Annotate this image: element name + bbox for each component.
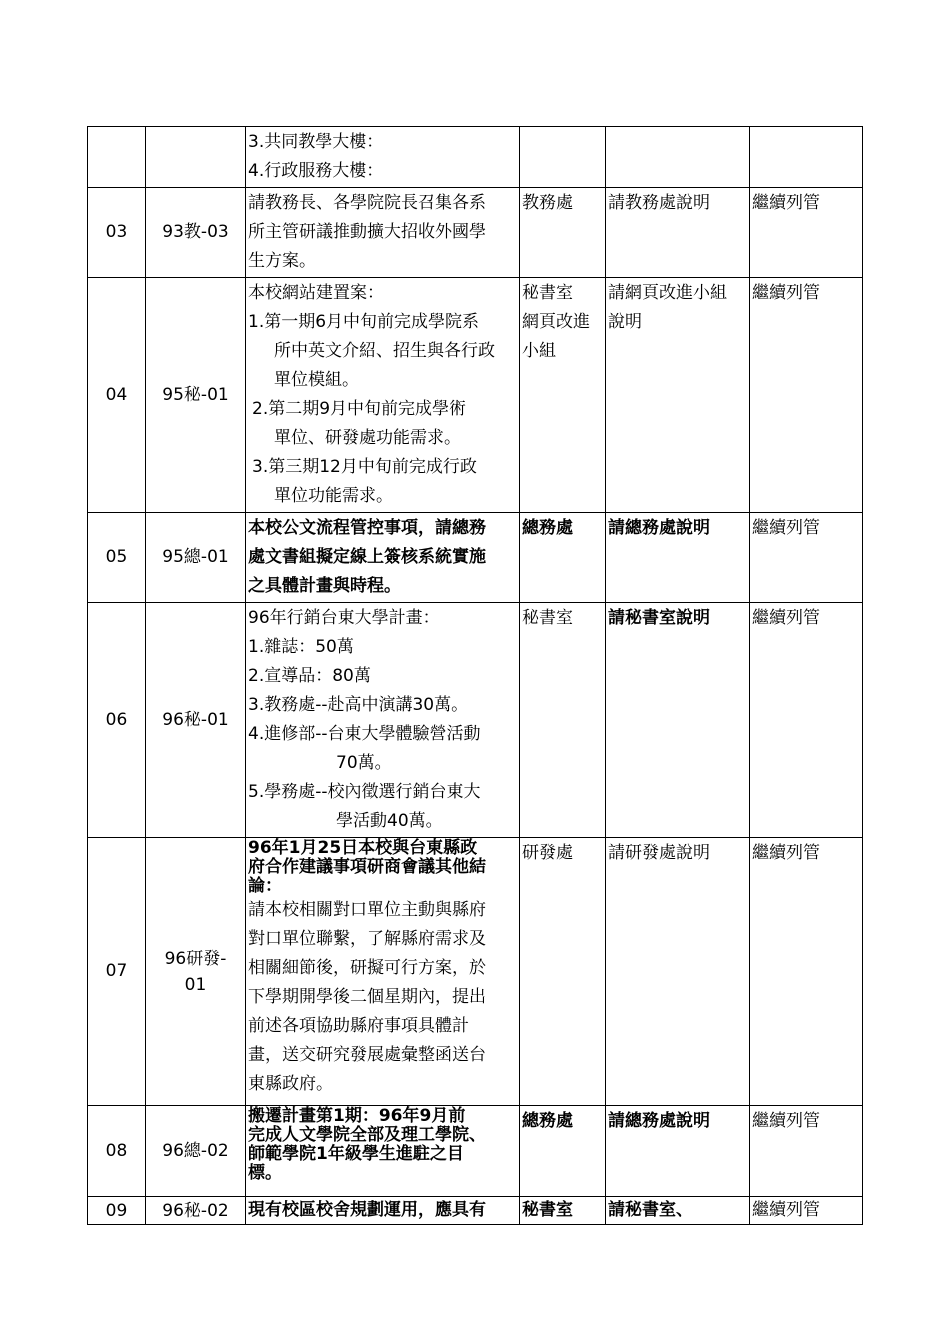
item-number-cell: 07 (88, 838, 146, 1106)
content-line: 3.第三期12月中旬前完成行政 (252, 457, 477, 477)
content-line: 請本校相關對口單位主動與縣府 (248, 900, 486, 920)
table-row (88, 1106, 863, 1197)
content-line: 畫，送交研究發展處彙整函送台 (248, 1045, 486, 1065)
status-cell: 繼續列管 (750, 1106, 863, 1197)
item-number-cell: 03 (88, 188, 146, 278)
content-line: 師範學院1年級學生進駐之目 (248, 1144, 464, 1164)
content-line: 論： (248, 876, 282, 896)
content-line: 所中英文介紹、招生與各行政 (274, 341, 495, 361)
action-line: 請網頁改進小組 (608, 283, 727, 303)
table-row (88, 603, 863, 838)
table-row (88, 188, 863, 278)
content-line: 現有校區校舍規劃運用，應具有 (248, 1200, 486, 1220)
item-code-cell: 96秘-02 (146, 1197, 246, 1225)
unit-line: 小組 (522, 341, 556, 361)
table-row (88, 513, 863, 603)
content-line: 96年1月25日本校與台東縣政 (248, 838, 478, 858)
item-code-cell (146, 127, 246, 188)
content-line: 相關細節後，研擬可行方案，於 (248, 958, 486, 978)
action-cell (606, 513, 750, 603)
content-cell (246, 838, 520, 1106)
action-line: 請總務處說明 (608, 518, 710, 538)
content-line: 單位、研發處功能需求。 (274, 428, 461, 448)
action-line: 請教務處說明 (608, 193, 710, 213)
content-cell (246, 188, 520, 278)
content-line: 4.進修部--台東大學體驗營活動 (248, 724, 481, 744)
item-number-cell: 05 (88, 513, 146, 603)
content-line: 2.宣導品：80萬 (248, 666, 371, 686)
content-line: 4.行政服務大樓： (248, 161, 384, 181)
content-line: 1.第一期6月中旬前完成學院系 (248, 312, 480, 332)
content-line: 1.雜誌：50萬 (248, 637, 354, 657)
item-code-cell: 93教-03 (146, 188, 246, 278)
action-line: 請研發處說明 (608, 843, 710, 863)
item-number-cell: 04 (88, 278, 146, 513)
table-row (88, 127, 863, 188)
content-line: 東縣政府。 (248, 1074, 333, 1094)
unit-line: 總務處 (522, 1111, 573, 1131)
content-line: 下學期開學後二個星期內，提出 (248, 987, 486, 1007)
action-cell (606, 127, 750, 188)
content-line: 單位模組。 (274, 370, 359, 390)
status-cell: 繼續列管 (750, 1197, 863, 1225)
action-line: 請秘書室說明 (608, 608, 710, 628)
content-line: 對口單位聯繫，了解縣府需求及 (248, 929, 486, 949)
unit-cell (520, 1197, 606, 1225)
content-line: 府合作建議事項研商會議其他結 (248, 857, 486, 877)
unit-line: 網頁改進 (522, 312, 590, 332)
content-line: 2.第二期9月中旬前完成學術 (252, 399, 467, 419)
content-cell (246, 127, 520, 188)
unit-cell (520, 127, 606, 188)
tracking-table (87, 126, 863, 1225)
item-code-cell: 96總-02 (146, 1106, 246, 1197)
action-cell (606, 603, 750, 838)
content-line: 生方案。 (248, 251, 316, 271)
unit-line: 秘書室 (522, 608, 573, 628)
action-line: 說明 (608, 312, 642, 332)
status-cell: 繼續列管 (750, 513, 863, 603)
unit-cell (520, 513, 606, 603)
content-line: 標。 (248, 1163, 282, 1183)
item-number-cell: 06 (88, 603, 146, 838)
content-line: 搬遷計畫第1期：96年9月前 (248, 1106, 466, 1126)
action-line: 請秘書室、 (608, 1200, 693, 1220)
content-line: 3.共同教學大樓： (248, 132, 384, 152)
action-line: 請總務處說明 (608, 1111, 710, 1131)
unit-line: 秘書室 (522, 283, 573, 303)
unit-line: 秘書室 (522, 1200, 573, 1220)
item-code-cell: 95總-01 (146, 513, 246, 603)
content-line: 3.教務處--赴高中演講30萬。 (248, 695, 469, 715)
content-line: 5.學務處--校內徵選行銷台東大 (248, 782, 481, 802)
content-line: 96年行銷台東大學計畫： (248, 608, 440, 628)
unit-cell (520, 1106, 606, 1197)
unit-line: 研發處 (522, 843, 573, 863)
unit-cell (520, 603, 606, 838)
content-cell (246, 603, 520, 838)
unit-line: 教務處 (522, 193, 573, 213)
status-cell: 繼續列管 (750, 603, 863, 838)
item-code-line: 01 (184, 974, 207, 995)
document-page (87, 126, 862, 1225)
status-cell: 繼續列管 (750, 278, 863, 513)
content-line: 請教務長、各學院院長召集各系 (248, 193, 486, 213)
item-number-cell: 08 (88, 1106, 146, 1197)
unit-cell (520, 278, 606, 513)
item-code-line: 96研發- (164, 948, 227, 969)
content-cell (246, 1197, 520, 1225)
table-row (88, 1197, 863, 1225)
item-code-cell (146, 838, 246, 1106)
item-code-cell: 96秘-01 (146, 603, 246, 838)
content-cell (246, 1106, 520, 1197)
action-cell (606, 188, 750, 278)
content-cell (246, 513, 520, 603)
unit-cell (520, 188, 606, 278)
content-line: 完成人文學院全部及理工學院、 (248, 1125, 486, 1145)
content-line: 70萬。 (336, 753, 392, 773)
content-cell (246, 278, 520, 513)
action-cell (606, 838, 750, 1106)
content-line: 所主管研議推動擴大招收外國學 (248, 222, 486, 242)
content-line: 本校公文流程管控事項，請總務 (248, 518, 486, 538)
unit-line: 總務處 (522, 518, 573, 538)
status-cell (750, 127, 863, 188)
content-line: 前述各項協助縣府事項具體計 (248, 1016, 469, 1036)
table-row (88, 278, 863, 513)
unit-cell (520, 838, 606, 1106)
content-line: 單位功能需求。 (274, 486, 393, 506)
action-cell (606, 278, 750, 513)
action-cell (606, 1197, 750, 1225)
item-number-cell: 09 (88, 1197, 146, 1225)
status-cell: 繼續列管 (750, 188, 863, 278)
item-number-cell (88, 127, 146, 188)
content-line: 學活動40萬。 (336, 811, 443, 831)
content-line: 之具體計畫與時程。 (248, 576, 401, 596)
table-row (88, 838, 863, 1106)
status-cell: 繼續列管 (750, 838, 863, 1106)
content-line: 處文書組擬定線上簽核系統實施 (248, 547, 486, 567)
action-cell (606, 1106, 750, 1197)
item-code-cell: 95秘-01 (146, 278, 246, 513)
content-line: 本校網站建置案： (248, 283, 384, 303)
